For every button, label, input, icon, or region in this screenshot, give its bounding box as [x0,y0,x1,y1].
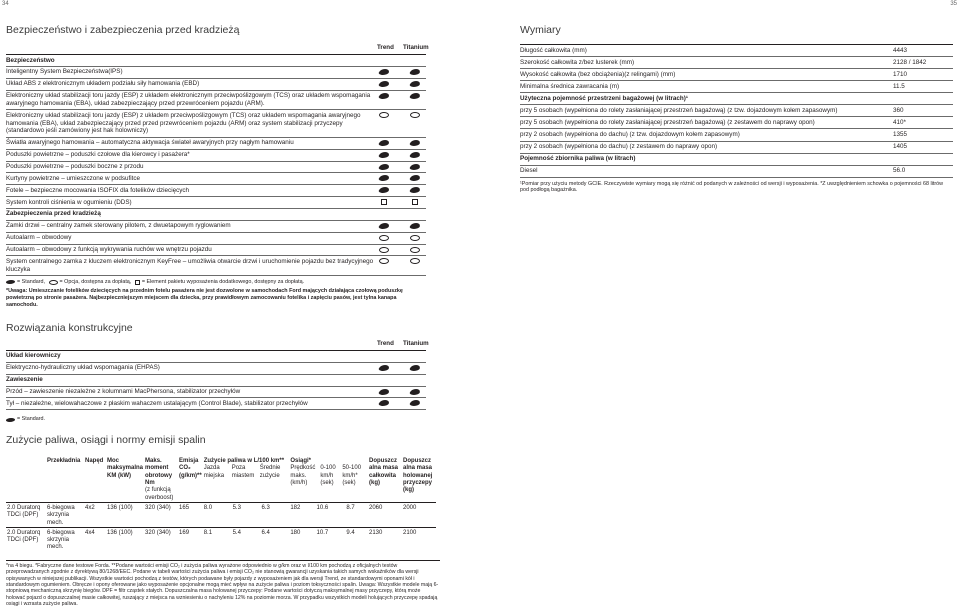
th-emisja: Emisja CO₂ (g/km)** [179,458,202,479]
th-acc2: 50-100 km/h* (sek) [342,465,362,486]
dimension-row [520,129,953,141]
construction-row-label: Układ kierowniczy [6,352,61,360]
dimensions-title: Wymiary [520,24,561,36]
fuel-rows [6,502,436,551]
standard-icon [5,280,15,284]
fuel-cell-extra: 5.4 [232,527,261,551]
col-trend: Trend [377,44,394,52]
safety-row-label: Elektroniczny układ stabilizacji toru jazdy (ESP) z układem przeciwpoślizgowym (TCS) oraz układem wspomagania awaryjnego hamowania (EBA), układ zabezpieczający przed przed przewróceniem pojazdu (ARM) oraz system stabilizacji przyczepy (standardowo jeśli zamówiony jest hak holowniczy) [6,111,361,135]
construction-row [6,363,426,375]
fuel-cell-city: 8.1 [203,527,232,551]
option-icon [379,235,389,241]
dimension-label: przy 5 osobach (wypełniona do rolety zasłaniającej przestrzeń bagażową) (z zestawem do naprawy opon) [520,119,815,126]
dimension-row [520,105,953,117]
fuel-cell-gvw: 2060 [368,502,402,527]
safety-row [6,150,426,162]
legend-standard: = Standard, [17,279,46,286]
dimension-row [520,166,953,178]
right-column [520,0,953,194]
option-icon [410,247,420,253]
safety-row [6,54,426,67]
th-maks [144,458,178,502]
fuel-cell-engine: 2.0 Duratorq TDCi (DPF) [6,527,46,551]
legend-option: = Opcja, dostępna za dopłatą, [59,279,132,286]
safety-row [6,173,426,185]
th-srednie: Średnie zużycie [259,465,281,479]
safety-row-label: Autoalarm – obwodowy [6,234,72,242]
dimension-value: 11.5 [893,82,905,90]
dimension-row [520,154,953,166]
option-icon [49,280,58,285]
fuel-cell-avg: 6.3 [260,502,289,527]
fuel-cell-co2: 169 [178,527,203,551]
th-acc1: 0-100 km/h (sek) [320,465,336,486]
construction-header [6,340,429,350]
construction-row-label: Zawieszenie [6,376,43,384]
safety-warning: *Uwaga: Umieszczanie fotelików dziecięcych na przednim fotelu pasażera nie jest dozwolone w samochodach Ford mających działająca czołową poduszkę powietrzną po stronie pasażera. Najbezpieczniejszym miejscem dla dziecka, przy prawidłowym zamocowaniu fotelika i zapięciu pasów, jest tylna kanapa samochodu. [6,288,403,308]
col-titanium-2: Titanium [403,340,429,347]
construction-title: Rozwiązania konstrukcyjne [6,322,133,334]
dimensions-note: ¹Pomiar przy użyciu metody GCIE. Rzeczywiste wymiary mogą się różnić od podanych w zależności od wersji i wyposażenia. *Z uwzględnieniem schowka o pojemności 68 litrów pod podłogą bagażnika. [520,180,944,194]
dimensions-table [520,44,953,178]
dimension-value: 1405 [893,143,908,151]
col-trend-2: Trend [377,340,394,347]
th-przekladnia: Przekładnia [47,458,81,464]
th-jazda: Jazda miejska [203,465,225,479]
dimension-row [520,93,953,105]
fuel-cell-extra: 5.3 [232,502,261,527]
fuel-cell-engine: 2.0 Duratorq TDCi (DPF) [6,502,46,527]
safety-row [6,185,426,197]
standard-icon [5,418,15,422]
safety-row-label: Zamki drzwi – centralny zamek sterowany pilotem, z dwuetapowym ryglowaniem [6,222,231,230]
safety-row-label: System centralnego zamka z kluczem elektronicznym KeyFree – umożliwia otwarcie drzwi i uruchomienie pojazdu bez tradycyjnego kluczyka [6,257,374,273]
fuel-cell-acc50100: 9.4 [345,527,368,551]
safety-row-label: Układ ABS z elektronicznym układem podziału siły hamowania (EBD) [6,80,200,88]
fuel-title: Zużycie paliwa, osiągi i normy emisji spalin [6,434,206,446]
fuel-cell-acc50100: 8.7 [345,502,368,527]
safety-row-label: Inteligentny System Bezpieczeństwa(IPS) [6,68,123,76]
safety-row [6,91,426,111]
dimension-value: 360 [893,106,904,114]
safety-row [6,79,426,91]
th-zuzycie [203,458,290,502]
dimension-row [520,117,953,129]
dimension-value: 4443 [893,46,908,54]
legend-package: = Element pakietu wyposażenia dodatkowego, dostępny za dopłatą. [141,279,305,286]
safety-row [6,209,426,221]
dimension-label: Użyteczna pojemność przestrzeni bagażowej (w litrach)¹ [520,94,688,102]
fuel-cell-vmax: 182 [289,502,315,527]
safety-legend [6,279,426,286]
th-maks-note: (z funkcją overboost) [145,487,174,501]
dimension-row [520,69,953,81]
th-naped: Napęd [85,458,104,464]
safety-row-label: Poduszki powietrzne – poduszki boczne z przodu [6,163,144,170]
fuel-cell-acc0100: 10.6 [316,502,346,527]
fuel-cell-gvw: 2130 [368,527,402,551]
safety-row-label: Autoalarm – obwodowy z funkcją wykrywania ruchów we wnętrzu pojazdu [6,245,212,253]
fuel-cell-avg: 6.4 [260,527,289,551]
dimension-row [520,57,953,69]
safety-row [6,67,426,79]
th-predkosc: Prędkość maks. (km/h) [290,465,316,486]
dimension-row [520,142,953,154]
option-icon [410,235,420,241]
dimension-label: przy 2 osobach (wypełniona do dachu) (z tzw. dojazdowym kołem zapasowym) [520,131,740,139]
safety-row-label: Bezpieczeństwo [6,56,55,64]
safety-row-label: Elektroniczny układ stabilizacji toru jazdy (ESP) z układem elektronicznym przeciwpoślizgowym (TCS) oraz układem wspomagania awaryjnego hamowania (EBA), układ zabezpieczający przed przewróceniem pojazdu (ARM). [6,92,371,107]
safety-row-label: Zabezpieczenia przed kradzieżą [6,210,101,218]
safety-header [6,44,429,54]
safety-title: Bezpieczeństwo i zabezpieczenia przed kradzieżą [6,24,240,36]
fuel-cell-torque: 320 (340) [144,527,178,551]
th-dop1: Dopuszcz alna masa całkowita (kg) [369,458,399,486]
page-number-right: 35 [950,1,957,7]
construction-row [6,375,426,387]
dimension-label: Pojemność zbiornika paliwa (w litrach) [520,155,636,163]
safety-row [6,197,426,209]
left-column [6,0,429,446]
dimension-label: przy 5 osobach (wypełniona do rolety zasłaniającej przestrzeń bagażową) (z tzw. dojazdowym kołem zapasowym) [520,106,838,114]
fuel-cell-power: 136 (100) [106,502,144,527]
dimension-row [520,81,953,93]
col-titanium: Titanium [403,44,429,52]
th-dop2: Dopuszcz alna masa holowanej przyczepy (kg) [403,458,433,494]
fuel-row [6,527,436,551]
th-moc: Moc maksymalna KM (kW) [107,458,144,479]
th-maks-label: Maks. moment obrotowy Nm [145,458,173,486]
fuel-cell-drive: 4x2 [84,502,106,527]
dimension-value: 1710 [893,70,908,78]
th-osiagi-label: Osiągi* [290,458,312,464]
construction-section [6,340,429,424]
fuel-cell-co2: 165 [178,502,203,527]
safety-row [6,162,426,174]
fuel-cell-vmax: 180 [289,527,315,551]
fuel-cell-power: 136 (100) [106,527,144,551]
dimension-label: Długość całkowita (mm) [520,46,587,54]
safety-row [6,245,426,257]
fuel-cell-gear: 6-biegowa skrzynia mech. [46,527,84,551]
safety-row [6,233,426,245]
construction-row-label: Przód – zawieszenie niezależne z kolumnami MacPhersona, stabilizator przechyłów [6,387,241,395]
construction-row [6,350,426,363]
fuel-cell-gear: 6-biegowa skrzynia mech. [46,502,84,527]
dimension-label: przy 2 osobach (wypełniona do dachu) (z zestawem do naprawy opon) [520,143,718,151]
construction-row [6,398,426,410]
safety-row-label: System kontroli ciśnienia w ogumieniu (DDS) [6,198,132,206]
construction-row [6,387,426,399]
safety-row-label: Poduszki powietrzne – poduszki czołowe dla kierowcy i pasażera* [6,151,190,159]
page-number-left: 34 [2,1,9,7]
fuel-cell-tow: 2000 [402,502,436,527]
fuel-cell-acc0100: 10.7 [316,527,346,551]
dimension-value: 56.0 [893,167,906,175]
legend-standard-2: = Standard. [17,416,46,423]
fuel-cell-torque: 320 (340) [144,502,178,527]
option-icon [379,247,389,253]
th-osiagi [289,458,368,502]
dimension-label: Diesel [520,167,538,175]
safety-row [6,110,426,138]
dimension-value: 2128 / 1842 [893,58,927,66]
fuel-table [6,458,436,552]
construction-legend [6,416,426,423]
package-icon [381,199,387,205]
safety-row [6,256,426,276]
package-icon [135,280,140,285]
construction-row-label: Tył – niezależne, wielowahaczowe z płaskim wahaczem ustalającym (Control Blade), stabilizator przechyłów [6,399,308,407]
th-zuzycie-label: Zużycie paliwa w L/100 km** [203,458,285,464]
th-poza: Poza miastem [231,465,255,479]
dimension-label: Minimalna średnica zawracania (m) [520,82,620,90]
safety-row [6,221,426,233]
safety-table [6,54,426,276]
construction-row-label: Elektryczno-hydrauliczny układ wspomagania (EHPAS) [6,364,160,372]
fuel-cell-tow: 2100 [402,527,436,551]
safety-row-label: Światła awaryjnego hamowania – automatyczna aktywacja świateł awaryjnych przy nagłym hamowaniu [6,139,294,147]
safety-row [6,138,426,150]
fuel-cell-drive: 4x4 [84,527,106,551]
package-icon [412,199,418,205]
dimension-row [520,44,953,57]
fuel-row [6,502,436,527]
fuel-cell-city: 8.0 [203,502,232,527]
dimension-value: 1355 [893,131,908,139]
dimension-value: 410* [893,119,906,126]
dimension-label: Wysokość całkowita (bez obciążenia)(z relingami) (mm) [520,70,676,78]
construction-table [6,350,426,410]
fuel-footnote: *na 4 biegu. *Fabryczne dane testowe Forda. **Podane wartości emisji CO₂ i zużycia paliwa wyrażone odpowiednio w g/km oraz w l/100 km pochodzą z oficjalnych testów przeprowadzanych zgodnie z dyrektywą 80/1268/EEC. Podane w tabeli wartości zużycia paliwa i emisji CO₂ nie stanowią gwarancji uzyskania takich samych wskaźników dla wersji opisywanych w niniejszej publikacji. Wszystkie wartości pochodzą z testów, których podawane były pojazdy z wyposażeniem jak dla wersji Trend, ze standardowymi oponami kół i standardowym ogumieniem. Obręcze i opony oferowane jako wyposażenie opcjonalne mogą mieć wpływ na zużycie paliwa i poziom toksyczności spalin. Uwaga: Wszystkie modele mają 6-stopniową mechaniczną skrzynię biegów. DPF = filtr cząstek stałych. Dopuszczalna masa holowanej przyczepy: Podane wartości dotyczą maksymalnej masy przyczepy, którą może holować pojazd o dopuszczalnej masie całkowitej, ruszający z miejsca na wzniesieniu o nachyleniu 12% na poziomie morza. W przypadku wszystkich modeli holujących przyczepę spadają osiągi i wzrasta zużycie paliwa. [6,560,440,606]
dimension-label: Szerokość całkowita z/bez lusterek (mm) [520,58,635,66]
safety-row-label: Kurtyny powietrzne – umieszczone w podsufitce [6,174,141,182]
safety-row-label: Fotele – bezpieczne mocowania ISOFIX dla fotelików dziecięcych [6,186,190,194]
